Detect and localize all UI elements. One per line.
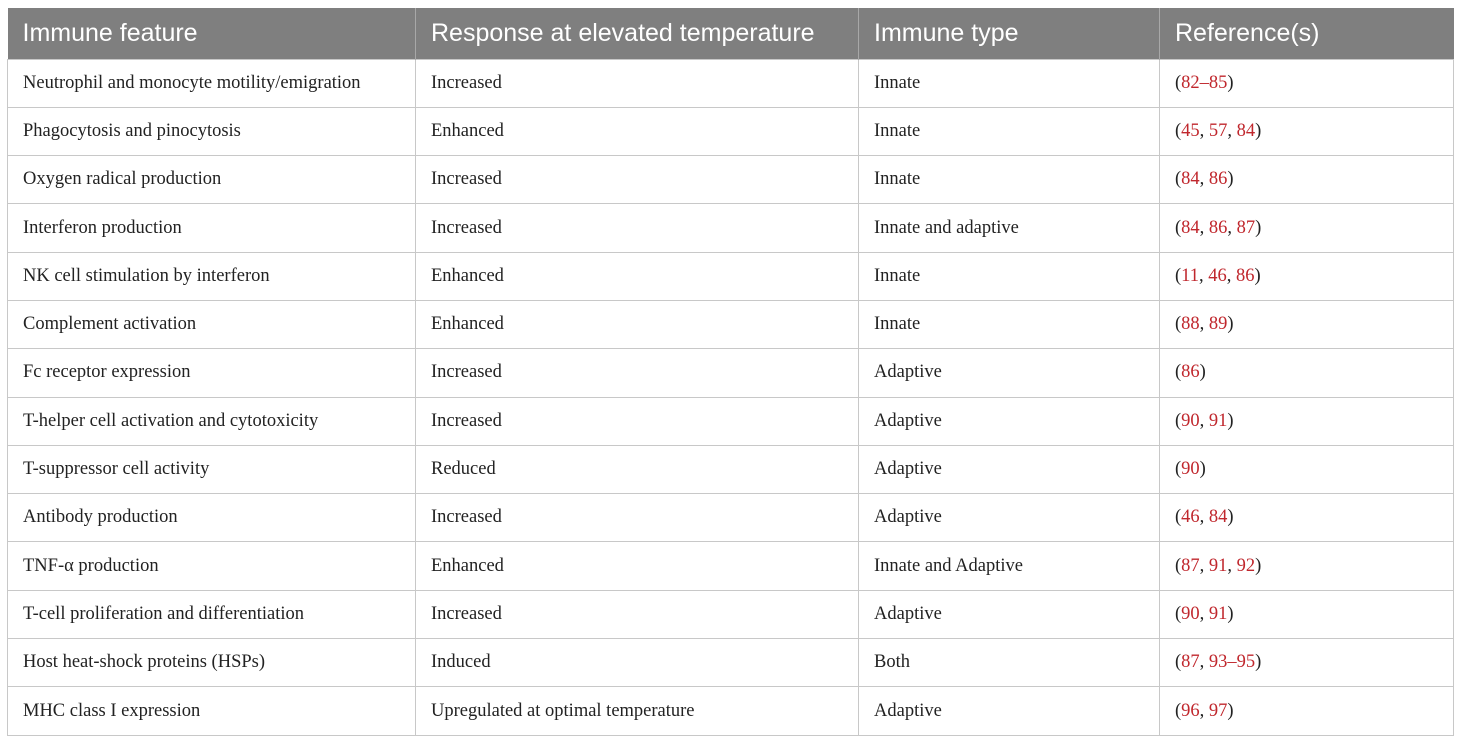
cell-immune-feature: Fc receptor expression (8, 349, 416, 397)
cell-references (1160, 590, 1454, 638)
table-row (8, 59, 1454, 107)
reference-link[interactable]: 90 (1181, 410, 1200, 431)
paren-open: ( (1175, 72, 1182, 93)
cell-references (1160, 300, 1454, 348)
reference-link[interactable]: 46 (1181, 507, 1200, 528)
ref-separator: , (1226, 265, 1236, 286)
header-row (8, 8, 1454, 59)
reference-link[interactable]: 46 (1208, 265, 1227, 286)
cell-immune-type: Adaptive (859, 590, 1160, 638)
table-row (8, 590, 1454, 638)
cell-response: Increased (416, 590, 859, 638)
cell-immune-feature: Phagocytosis and pinocytosis (8, 107, 416, 155)
ref-separator: , (1199, 120, 1209, 141)
table-row (8, 445, 1454, 493)
reference-link[interactable]: 45 (1181, 120, 1200, 141)
table-row (8, 397, 1454, 445)
reference-link[interactable]: 91 (1208, 410, 1228, 431)
paren-close: ) (1199, 362, 1206, 383)
reference-link[interactable]: 86 (1181, 362, 1200, 383)
paren-open: ( (1175, 700, 1182, 721)
cell-references (1160, 542, 1454, 590)
paren-open: ( (1175, 265, 1182, 286)
cell-references (1160, 639, 1454, 687)
paren-close: ) (1227, 169, 1234, 190)
ref-separator: , (1199, 314, 1209, 335)
ref-separator: , (1227, 217, 1237, 238)
cell-response: Enhanced (416, 300, 859, 348)
cell-immune-type: Innate and Adaptive (859, 542, 1160, 590)
reference-link[interactable]: 84 (1208, 507, 1228, 528)
cell-response: Increased (416, 349, 859, 397)
cell-references (1160, 445, 1454, 493)
reference-link[interactable]: 97 (1208, 700, 1228, 721)
cell-immune-type: Adaptive (859, 445, 1160, 493)
table-row (8, 494, 1454, 542)
ref-separator: , (1227, 555, 1237, 576)
table-row (8, 687, 1454, 735)
table-row (8, 107, 1454, 155)
paren-close: ) (1227, 410, 1234, 431)
immune-features-table (7, 8, 1454, 736)
cell-references (1160, 397, 1454, 445)
cell-immune-feature: MHC class I expression (8, 687, 416, 735)
cell-immune-feature: Interferon production (8, 204, 416, 252)
paren-open: ( (1175, 362, 1182, 383)
reference-link[interactable]: 92 (1236, 555, 1256, 576)
cell-response: Enhanced (416, 252, 859, 300)
header-response: Response at elevated temperature (416, 8, 859, 59)
paren-close: ) (1255, 217, 1262, 238)
table-row (8, 639, 1454, 687)
cell-immune-type: Innate (859, 300, 1160, 348)
reference-link[interactable]: 87 (1236, 217, 1256, 238)
cell-immune-type: Innate (859, 59, 1160, 107)
paren-open: ( (1175, 410, 1182, 431)
header-immune-type: Immune type (859, 8, 1160, 59)
paren-close: ) (1255, 120, 1262, 141)
cell-response: Enhanced (416, 107, 859, 155)
paren-close: ) (1227, 314, 1234, 335)
cell-immune-type: Adaptive (859, 687, 1160, 735)
cell-references (1160, 494, 1454, 542)
paren-close: ) (1199, 459, 1206, 480)
cell-immune-type: Adaptive (859, 397, 1160, 445)
cell-immune-type: Adaptive (859, 349, 1160, 397)
cell-response: Induced (416, 639, 859, 687)
cell-immune-type: Innate and adaptive (859, 204, 1160, 252)
reference-link[interactable]: 84 (1181, 217, 1200, 238)
cell-response: Increased (416, 59, 859, 107)
paren-close: ) (1227, 72, 1234, 93)
paren-close: ) (1255, 555, 1262, 576)
reference-link[interactable]: 96 (1181, 700, 1200, 721)
cell-immune-feature: T-cell proliferation and differentiation (8, 590, 416, 638)
cell-immune-type: Innate (859, 252, 1160, 300)
cell-references (1160, 156, 1454, 204)
cell-response: Increased (416, 156, 859, 204)
header-references: Reference(s) (1175, 18, 1320, 47)
table-row (8, 300, 1454, 348)
paren-open: ( (1175, 507, 1182, 528)
reference-link[interactable]: 91 (1208, 603, 1228, 624)
cell-response: Increased (416, 204, 859, 252)
reference-link[interactable]: 57 (1208, 120, 1228, 141)
cell-references (1160, 204, 1454, 252)
ref-separator: , (1199, 217, 1209, 238)
cell-immune-feature: Neutrophil and monocyte motility/emigration (8, 59, 416, 107)
table-row (8, 156, 1454, 204)
reference-link[interactable]: 87 (1181, 555, 1200, 576)
reference-link[interactable]: 90 (1181, 459, 1200, 480)
paren-open: ( (1175, 603, 1182, 624)
reference-link[interactable]: 93–95 (1208, 652, 1256, 673)
cell-response: Enhanced (416, 542, 859, 590)
reference-link[interactable]: 84 (1181, 169, 1200, 190)
ref-separator: , (1199, 265, 1209, 286)
ref-separator: , (1227, 120, 1237, 141)
reference-link[interactable]: 84 (1236, 120, 1256, 141)
reference-link[interactable]: 86 (1208, 217, 1228, 238)
cell-immune-feature: Oxygen radical production (8, 156, 416, 204)
reference-link[interactable]: 82–85 (1181, 72, 1228, 93)
paren-open: ( (1175, 217, 1182, 238)
table-row (8, 252, 1454, 300)
paren-open: ( (1175, 314, 1182, 335)
reference-link[interactable]: 90 (1181, 603, 1200, 624)
table-header (8, 8, 1454, 59)
ref-separator: , (1199, 603, 1209, 624)
cell-immune-type: Adaptive (859, 494, 1160, 542)
reference-link[interactable]: 11 (1181, 265, 1199, 286)
header-immune-feature: Immune feature (8, 8, 416, 59)
reference-link[interactable]: 87 (1181, 652, 1200, 673)
paren-close: ) (1255, 652, 1262, 673)
cell-immune-type: Innate (859, 107, 1160, 155)
cell-immune-feature: T-helper cell activation and cytotoxicity (8, 397, 416, 445)
cell-references (1160, 59, 1454, 107)
cell-references (1160, 107, 1454, 155)
cell-immune-feature: Host heat-shock proteins (HSPs) (8, 639, 416, 687)
paren-close: ) (1227, 603, 1234, 624)
cell-immune-feature: NK cell stimulation by interferon (8, 252, 416, 300)
cell-immune-feature: Antibody production (8, 494, 416, 542)
cell-response: Increased (416, 494, 859, 542)
cell-references (1160, 252, 1454, 300)
reference-link[interactable]: 86 (1208, 169, 1228, 190)
reference-link[interactable]: 88 (1181, 314, 1200, 335)
cell-immune-feature: Complement activation (8, 300, 416, 348)
paren-close: ) (1254, 265, 1261, 286)
paren-open: ( (1175, 652, 1182, 673)
table-body (8, 59, 1454, 735)
table-row (8, 349, 1454, 397)
cell-response: Reduced (416, 445, 859, 493)
cell-immune-type: Innate (859, 156, 1160, 204)
cell-references (1160, 349, 1454, 397)
paren-open: ( (1175, 120, 1182, 141)
paren-open: ( (1175, 459, 1182, 480)
ref-separator: , (1199, 652, 1209, 673)
ref-separator: , (1199, 700, 1209, 721)
paren-open: ( (1175, 555, 1182, 576)
reference-link[interactable]: 91 (1208, 555, 1228, 576)
ref-separator: , (1199, 410, 1209, 431)
ref-separator: , (1199, 507, 1209, 528)
cell-references (1160, 687, 1454, 735)
reference-link[interactable]: 89 (1208, 314, 1228, 335)
table-row (8, 542, 1454, 590)
cell-response: Upregulated at optimal temperature (416, 687, 859, 735)
cell-immune-type: Both (859, 639, 1160, 687)
reference-link[interactable]: 86 (1236, 265, 1255, 286)
cell-immune-feature: TNF-α production (8, 542, 416, 590)
paren-open: ( (1175, 169, 1182, 190)
paren-close: ) (1227, 507, 1234, 528)
cell-response: Increased (416, 397, 859, 445)
table-row (8, 204, 1454, 252)
ref-separator: , (1199, 555, 1209, 576)
cell-immune-feature: T-suppressor cell activity (8, 445, 416, 493)
paren-close: ) (1227, 700, 1234, 721)
ref-separator: , (1199, 169, 1209, 190)
